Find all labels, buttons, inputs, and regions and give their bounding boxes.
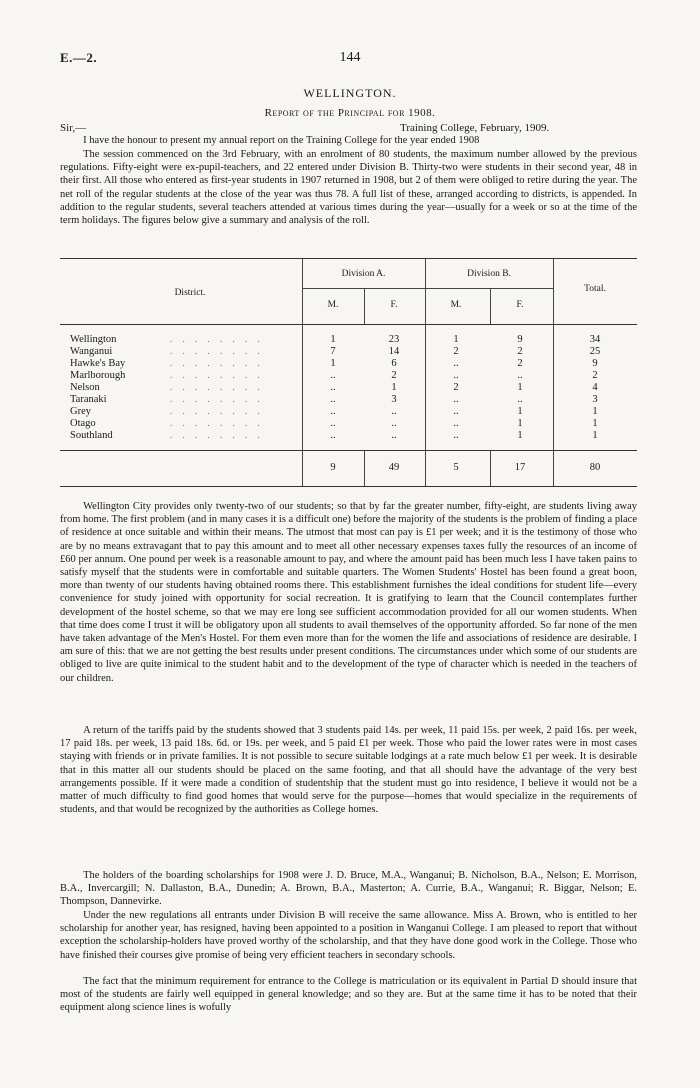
- table-row: Grey: [70, 406, 91, 417]
- cell-b-f: 2: [517, 358, 523, 369]
- cell-b-m: ..: [453, 394, 459, 405]
- table-row: Taranaki: [70, 394, 107, 405]
- cell-a-f: 14: [388, 346, 400, 357]
- salutation: Sir,—: [60, 122, 87, 134]
- report-subtitle: Report of the Principal for 1908.: [264, 107, 436, 119]
- table-row: Marlborough: [70, 370, 126, 381]
- paragraph-intro: I have the honour to present my annual report on the Training College for the year ended 1908: [83, 135, 480, 146]
- table-row: Otago: [70, 418, 96, 429]
- paragraph-entrance: The fact that the minimum requirement for entrance to the College is matriculation or its equivalent in Partial D should insure that most of the students are fairly well equipped in general knowledge; and so they are. But at the same time it has to be noted that their equipment along science lines is wofully: [60, 976, 637, 1014]
- leader-dots: . . . . . . . .: [170, 358, 264, 368]
- cell-b-f: 1: [517, 406, 523, 417]
- cell-b-m: ..: [453, 418, 459, 429]
- leader-dots: . . . . . . . .: [170, 418, 264, 428]
- cell-b-m: ..: [453, 430, 459, 441]
- roll-table: [60, 258, 637, 490]
- leader-dots: . . . . . . . .: [170, 370, 264, 380]
- page-number: 144: [339, 50, 361, 65]
- cell-a-m: ..: [330, 394, 336, 405]
- cell-total: 4: [592, 382, 598, 393]
- cell-a-f: 6: [391, 358, 397, 369]
- dateline: Training College, February, 1909.: [400, 122, 550, 134]
- column-header-district: District.: [174, 288, 206, 298]
- column-header-division-a: Division A.: [341, 269, 386, 279]
- cell-total: 3: [592, 394, 598, 405]
- cell-b-m: ..: [453, 358, 459, 369]
- cell-a-f: ..: [391, 418, 397, 429]
- cell-total: 25: [589, 346, 601, 357]
- cell-total: 1: [592, 418, 598, 429]
- paragraph-tariffs: A return of the tariffs paid by the students showed that 3 students paid 14s. per week, 11 paid 15s. per week, 2 paid 16s. per week, 17 paid 18s. per week, 13 paid 18s. 6d. or 19s. per week, and 5 paid £1 per week. Those who paid the lower rates were in most cases staying with friends or in private families. It is not possible to secure suitable lodgings at a rate much below £1 per week. It is desirable that in this matter all our students should be placed on the same footing, and that all should have the advantage of the very best arrangements possible. If it were made a condition of studentship that the student must go into residence, I believe it would not be a matter of much difficulty to find good homes that would serve for the purpose—homes that would specialize in the requirements of students, and that would be recognized by the authorities as College homes.: [60, 725, 637, 816]
- paragraph-regulations: Under the new regulations all entrants under Division B will receive the same allowance. Miss A. Brown, who is entitled to her scholarship for another year, has resigned, having been appointed to a position in Wanganui College. I am pleased to report that without exception the scholarship-holders have proved worthy of the scholarship, and that they have done good work in the College. Those who have finished their courses give promise of being very efficient teachers in secondary schools.: [60, 910, 637, 961]
- cell-b-m: 1: [453, 334, 459, 345]
- cell-b-f: ..: [517, 370, 523, 381]
- cell-a-m: ..: [330, 382, 336, 393]
- column-header-a-f: F.: [390, 300, 398, 310]
- document-reference: E.—2.: [60, 50, 98, 65]
- cell-total: 34: [589, 334, 601, 345]
- report-title: WELLINGTON.: [303, 86, 397, 100]
- cell-a-f: 1: [391, 382, 397, 393]
- cell-b-m: ..: [453, 370, 459, 381]
- column-header-total: Total.: [584, 284, 606, 294]
- column-header-a-m: M.: [327, 300, 339, 310]
- leader-dots: . . . . . . . .: [170, 406, 264, 416]
- cell-b-f: 2: [517, 346, 523, 357]
- cell-a-f: 2: [391, 370, 397, 381]
- cell-b-m: ..: [453, 406, 459, 417]
- table-row: Wanganui: [70, 346, 113, 357]
- total-b-f: 17: [514, 462, 526, 473]
- cell-a-m: ..: [330, 430, 336, 441]
- cell-a-m: 7: [330, 346, 336, 357]
- cell-b-f: 1: [517, 430, 523, 441]
- cell-a-f: 3: [391, 394, 397, 405]
- cell-b-f: 1: [517, 418, 523, 429]
- cell-a-f: ..: [391, 406, 397, 417]
- column-header-division-b: Division B.: [467, 269, 511, 279]
- total-b-m: 5: [453, 462, 459, 473]
- grand-total: 80: [589, 462, 601, 473]
- cell-b-m: 2: [453, 382, 459, 393]
- cell-a-f: 23: [388, 334, 400, 345]
- total-a-f: 49: [388, 462, 400, 473]
- cell-a-m: ..: [330, 418, 336, 429]
- cell-b-m: 2: [453, 346, 459, 357]
- leader-dots: . . . . . . . .: [170, 382, 264, 392]
- table-row: Hawke's Bay: [70, 358, 126, 369]
- cell-total: 2: [592, 370, 598, 381]
- paragraph-scholarships: The holders of the boarding scholarships for 1908 were J. D. Bruce, M.A., Wanganui; B. Nicholson, B.A., Nelson; E. Morrison, B.A., Invercargill; N. Dallaston, B.A., Dunedin; A. Brown, B.A., Masterton; A. Currie, B.A., Wanganui; R. Biggar, Nelson; E. Thompson, Dannevirke.: [60, 870, 637, 908]
- paragraph-residence: Wellington City provides only twenty-two of our students; so that by far the greater number, fifty-eight, are students living away from home. The first problem (and in many cases it is a difficult one) before the majority of the students is the problem of finding a place of residence at once suitable and within their means. The utmost that most can pay is £1 per week; and it is the testimony of those who are by no means extravagant that to pay this amount and to meet all other necessary expenses taxes fully the resources of an income of £60 per annum. One pound per week is a reasonable amount to pay, and where the amount paid has been much less I have taken pains to satisfy myself that the students were in comfortable and suitable quarters. The Women Students' Hostel has been found a great boon, more than twenty of our students having obtained rooms there. This establishment furnishes the ideal conditions for student life—every convenience for study joined with opportunity for social recreation. It is gratifying to learn that the Council contemplates further development of the hostel scheme, so that we may ere long see sufficient accommodation provided for all our women students. When that time does come I trust it will be obligatory upon all students to avail themselves of the opportunity afforded. So far none of the men have taken advantage of the Men's Hostel. For them even more than for the women the life and associations of residence are desirable. I am sure of this: that we are not getting the best results under present conditions. The circumstances under which some of our students are obliged to live are quite inimical to the student habit and to the development of the type of character which is needed in the teachers of our children.: [60, 501, 637, 684]
- table-row: Southland: [70, 430, 113, 441]
- total-a-m: 9: [330, 462, 336, 473]
- table-row: Nelson: [70, 382, 100, 393]
- cell-total: 1: [592, 406, 598, 417]
- leader-dots: . . . . . . . .: [170, 346, 264, 356]
- cell-a-f: ..: [391, 430, 397, 441]
- cell-a-m: ..: [330, 406, 336, 417]
- cell-a-m: 1: [330, 358, 336, 369]
- cell-total: 9: [592, 358, 598, 369]
- cell-b-f: 9: [517, 334, 523, 345]
- leader-dots: . . . . . . . .: [170, 394, 264, 404]
- cell-a-m: ..: [330, 370, 336, 381]
- cell-b-f: 1: [517, 382, 523, 393]
- column-header-b-m: M.: [450, 300, 462, 310]
- leader-dots: . . . . . . . .: [170, 430, 264, 440]
- cell-total: 1: [592, 430, 598, 441]
- column-header-b-f: F.: [516, 300, 524, 310]
- table-row: Wellington: [70, 334, 117, 345]
- leader-dots: . . . . . . . .: [170, 334, 264, 344]
- cell-a-m: 1: [330, 334, 336, 345]
- cell-b-f: ..: [517, 394, 523, 405]
- paragraph-session: The session commenced on the 3rd February, with an enrolment of 80 students, the maximum number allowed by the previous regulations. Fifty-eight were ex-pupil-teachers, and 22 entered under Division B. Thirty-two were students in their second year, 48 in their first. All those who entered as first-year students in 1907 returned in 1908, but 2 of them were obliged to retire during the year. The net roll of the regular students at the close of the year was thus 78. A full list of these, arranged according to districts, is appended. In addition to the regular students, several teachers attended at various times during the year—usually for a week or so at the time of the term holidays. The figures below give a summary and analysis of the roll.: [60, 149, 637, 227]
